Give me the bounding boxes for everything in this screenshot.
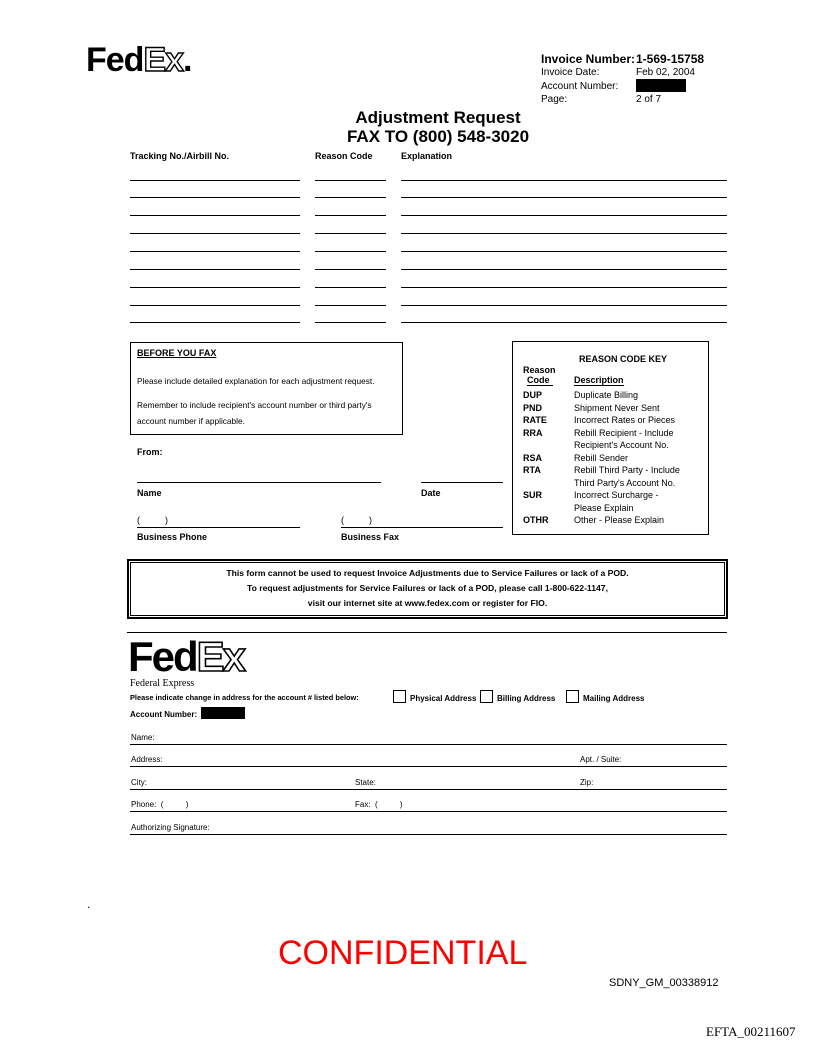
city-field-label: City:	[131, 778, 147, 787]
account-number-redaction-2	[201, 707, 245, 719]
page-label: Page:	[541, 94, 568, 105]
before-you-fax-line3: account number if applicable.	[137, 416, 245, 426]
fax-number-title: FAX TO (800) 548-3020	[346, 127, 530, 146]
reason-description: Rebill Recipient - Include	[574, 427, 674, 438]
business-fax-paren: ( )	[341, 515, 372, 525]
tracking-line[interactable]	[130, 269, 300, 270]
reason-code: RRA	[523, 427, 543, 438]
tracking-line[interactable]	[130, 287, 300, 288]
reason-code-line[interactable]	[315, 197, 386, 198]
reason-description: Shipment Never Sent	[574, 402, 660, 413]
notice-line2: To request adjustments for Service Failures or lack of a POD, please call 1-800-622-1147,	[247, 583, 608, 593]
signature-field-line[interactable]	[130, 834, 727, 835]
physical-address-checkbox[interactable]	[393, 690, 406, 703]
business-fax-line[interactable]	[341, 527, 503, 528]
reason-description: Please Explain	[574, 502, 634, 513]
business-fax-label: Business Fax	[341, 532, 400, 542]
mailing-address-label: Mailing Address	[583, 694, 645, 703]
mailing-address-option[interactable]	[566, 690, 645, 703]
reason-code-header-1: Reason	[523, 365, 556, 375]
sdny-bates-number: SDNY_GM_00338912	[609, 977, 719, 989]
account-number-redaction	[636, 79, 686, 92]
billing-address-option[interactable]	[480, 690, 555, 703]
reason-description: Recipient's Account No.	[574, 440, 669, 450]
page-number: 2 of 7	[636, 94, 662, 105]
before-you-fax-line1: Please include detailed explanation for each adjustment request.	[137, 376, 375, 386]
form-title: Adjustment Request	[355, 108, 521, 127]
explanation-line[interactable]	[401, 287, 727, 288]
business-phone-paren: ( )	[137, 515, 168, 525]
tracking-line[interactable]	[130, 215, 300, 216]
explanation-line[interactable]	[401, 215, 727, 216]
explanation-line[interactable]	[401, 233, 727, 234]
fedex-logo-ex: Ex	[143, 41, 184, 79]
explanation-column-header: Explanation	[401, 151, 453, 161]
fedex-logo	[86, 40, 192, 80]
reason-code-line[interactable]	[315, 215, 386, 216]
reason-code: DUP	[523, 390, 543, 400]
reason-code-line[interactable]	[315, 251, 386, 252]
date-line[interactable]	[421, 482, 503, 483]
explanation-line[interactable]	[401, 322, 727, 323]
mailing-address-checkbox[interactable]	[566, 690, 579, 703]
reason-code: RATE	[523, 415, 547, 425]
federal-express-logo-ex: Ex	[196, 633, 245, 680]
invoice-number-label: Invoice Number:	[541, 52, 636, 66]
fedex-logo-dot: .	[183, 41, 192, 79]
apt-suite-field-label: Apt. / Suite:	[580, 755, 622, 764]
signature-field-label: Authorizing Signature:	[131, 823, 210, 832]
billing-address-checkbox[interactable]	[480, 690, 493, 703]
name-label: Name	[137, 488, 162, 498]
before-you-fax-line2: Remember to include recipient's account number or third party's	[137, 400, 372, 410]
reason-description: Rebill Third Party - Include	[574, 465, 680, 475]
address-field-line[interactable]	[130, 766, 727, 767]
name-field-label: Name:	[131, 733, 155, 742]
explanation-line[interactable]	[401, 197, 727, 198]
fedex-logo-fed: Fed	[86, 41, 144, 79]
reason-code-line[interactable]	[315, 180, 386, 181]
state-field-label: State:	[355, 778, 376, 787]
before-you-fax-heading: BEFORE YOU FAX	[137, 348, 217, 358]
reason-code-header-2: Code	[527, 375, 553, 386]
name-field-line[interactable]	[130, 744, 727, 745]
notice-line3: visit our internet site at www.fedex.com or register for FIO.	[307, 598, 548, 608]
invoice-number: 1-569-15758	[636, 52, 705, 66]
description-header: Description	[574, 375, 624, 385]
reason-description: Incorrect Surcharge -	[574, 490, 659, 500]
reason-code-key-title: REASON CODE KEY	[579, 354, 668, 364]
phone-field-line[interactable]	[130, 811, 727, 812]
explanation-line[interactable]	[401, 305, 727, 306]
explanation-line[interactable]	[401, 251, 727, 252]
efta-bates-number: EFTA_00211607	[706, 1024, 796, 1039]
reason-description: Third Party's Account No.	[574, 477, 676, 488]
tracking-line[interactable]	[130, 180, 300, 181]
stray-dot: .	[87, 897, 91, 911]
tracking-line[interactable]	[130, 233, 300, 234]
tracking-line[interactable]	[130, 305, 300, 306]
physical-address-option[interactable]	[393, 690, 476, 703]
reason-code-line[interactable]	[315, 305, 386, 306]
reason-code-line[interactable]	[315, 322, 386, 323]
federal-express-logo	[128, 633, 244, 681]
reason-code: PND	[523, 402, 543, 413]
notice-line1: This form cannot be used to request Invoice Adjustments due to Service Failures or lack of a POD.	[226, 568, 629, 578]
city-field-line[interactable]	[130, 789, 727, 790]
tracking-line[interactable]	[130, 322, 300, 323]
tracking-line[interactable]	[130, 251, 300, 252]
business-phone-label: Business Phone	[137, 532, 208, 542]
invoice-date: Feb 02, 2004	[636, 67, 695, 78]
account-number-label-2: Account Number:	[130, 710, 198, 719]
explanation-line[interactable]	[401, 180, 727, 181]
reason-description: Incorrect Rates or Pieces	[574, 415, 676, 425]
tracking-line[interactable]	[130, 197, 300, 198]
zip-field-label: Zip:	[580, 778, 594, 787]
reason-description: Duplicate Billing	[574, 390, 639, 400]
reason-code: SUR	[523, 490, 543, 500]
account-number-label: Account Number:	[541, 81, 619, 92]
phone-field-label: Phone: ( )	[131, 800, 189, 809]
date-label: Date	[421, 488, 441, 498]
address-change-instruction: Please indicate change in address for the account # listed below:	[130, 693, 359, 702]
invoice-date-label: Invoice Date:	[541, 67, 600, 78]
tracking-column-header: Tracking No./Airbill No.	[130, 151, 230, 161]
name-line[interactable]	[137, 482, 381, 483]
reason-code-line[interactable]	[315, 269, 386, 270]
billing-address-label: Billing Address	[497, 694, 556, 703]
federal-express-logo-fed: Fed	[128, 633, 197, 680]
business-phone-line[interactable]	[137, 527, 300, 528]
reason-code-line[interactable]	[315, 233, 386, 234]
fax-field-label: Fax: ( )	[355, 800, 403, 809]
from-label: From:	[137, 447, 163, 457]
reason-code: RTA	[523, 465, 541, 475]
reason-code-line[interactable]	[315, 287, 386, 288]
reason-description: Other - Please Explain	[574, 515, 665, 525]
reason-code: OTHR	[523, 515, 549, 525]
explanation-line[interactable]	[401, 269, 727, 270]
federal-express-caption: Federal Express	[130, 678, 195, 689]
reason-code-column-header: Reason Code	[315, 151, 373, 161]
address-field-label: Address:	[131, 755, 163, 764]
reason-code: RSA	[523, 452, 543, 463]
confidential-stamp: CONFIDENTIAL	[278, 934, 528, 972]
physical-address-label: Physical Address	[410, 694, 477, 703]
reason-description: Rebill Sender	[574, 452, 629, 463]
